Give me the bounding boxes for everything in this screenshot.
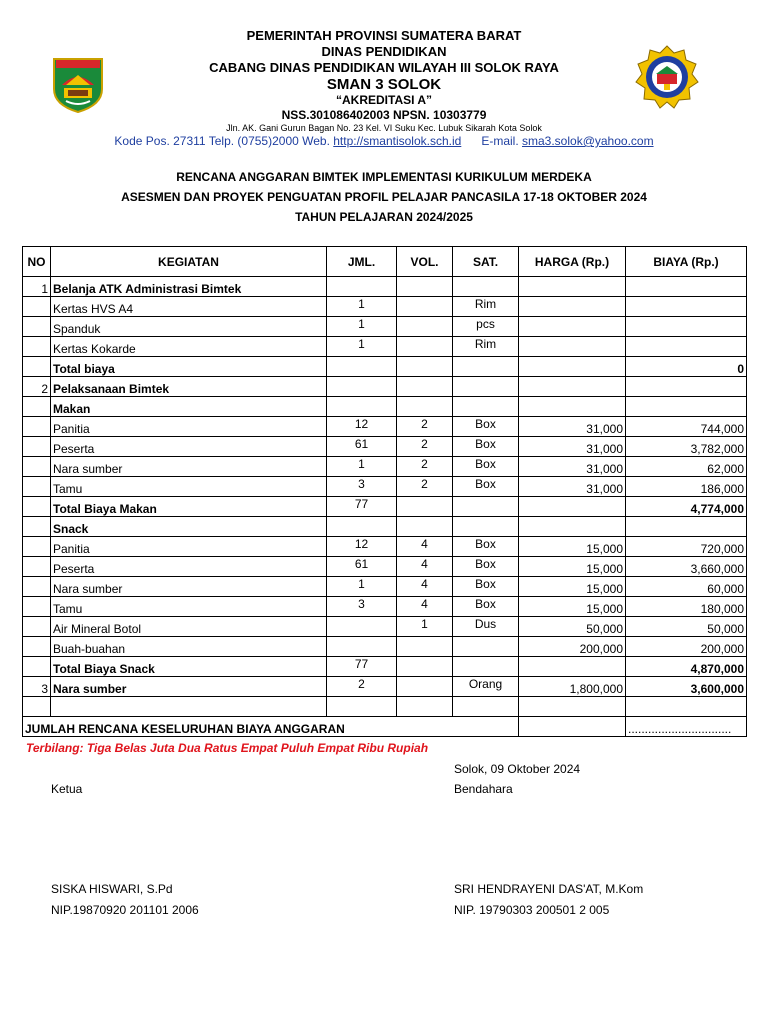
cell-kegiatan: Peserta — [51, 557, 327, 577]
header-kegiatan: KEGIATAN — [51, 247, 327, 277]
table-row — [23, 597, 747, 617]
cell-jml — [327, 697, 397, 717]
school-name: SMAN 3 SOLOK — [326, 76, 442, 93]
table-row — [23, 577, 747, 597]
cell-biaya: 744,000 — [626, 417, 747, 437]
cell-sat: Box — [453, 417, 519, 437]
letterhead-line-1: PEMERINTAH PROVINSI SUMATERA BARAT — [246, 28, 522, 43]
cell-kegiatan: Nara sumber — [51, 457, 327, 477]
cell-sat: Rim — [453, 297, 519, 317]
cell-sat — [453, 397, 519, 417]
document-title — [0, 170, 768, 230]
budget-table — [22, 246, 747, 737]
cell-harga — [519, 337, 626, 357]
table-row — [23, 437, 747, 457]
cell-no — [23, 297, 51, 317]
cell-vol — [397, 397, 453, 417]
cell-harga — [519, 697, 626, 717]
cell-kegiatan: Spanduk — [51, 317, 327, 337]
cell-no — [23, 597, 51, 617]
cell-biaya: 3,660,000 — [626, 557, 747, 577]
cell-biaya — [626, 377, 747, 397]
cell-kegiatan: Nara sumber — [51, 677, 327, 697]
cell-harga — [519, 317, 626, 337]
header-harga: HARGA (Rp.) — [519, 247, 626, 277]
cell-kegiatan: Tamu — [51, 597, 327, 617]
cell-no — [23, 517, 51, 537]
header-vol: VOL. — [397, 247, 453, 277]
cell-sat — [453, 497, 519, 517]
terbilang-text: Terbilang: Tiga Belas Juta Dua Ratus Empat Puluh Empat Ribu Rupiah — [26, 741, 429, 755]
cell-sat — [453, 277, 519, 297]
cell-kegiatan: Total Biaya Makan — [51, 497, 327, 517]
cell-jml: 3 — [327, 477, 397, 497]
contact-mid: E-mail. — [461, 134, 522, 148]
email-link[interactable]: sma3.solok@yahoo.com — [522, 134, 654, 148]
cell-kegiatan: Belanja ATK Administrasi Bimtek — [51, 277, 327, 297]
table-header-row — [23, 247, 747, 277]
cell-harga — [519, 657, 626, 677]
cell-sat: Box — [453, 437, 519, 457]
letterhead — [0, 28, 768, 148]
cell-biaya: 4,774,000 — [626, 497, 747, 517]
cell-no — [23, 457, 51, 477]
table-row — [23, 657, 747, 677]
cell-jml: 3 — [327, 597, 397, 617]
cell-sat: Box — [453, 557, 519, 577]
cell-vol — [397, 277, 453, 297]
table-row — [23, 537, 747, 557]
grand-total-value: ............................... — [626, 717, 747, 737]
cell-kegiatan: Total Biaya Snack — [51, 657, 327, 677]
table-row — [23, 617, 747, 637]
header-sat: SAT. — [453, 247, 519, 277]
cell-jml — [327, 397, 397, 417]
cell-sat: Box — [453, 577, 519, 597]
cell-vol — [397, 657, 453, 677]
cell-biaya — [626, 297, 747, 317]
cell-harga: 31,000 — [519, 437, 626, 457]
header-no: NO — [23, 247, 51, 277]
cell-sat: pcs — [453, 317, 519, 337]
cell-vol: 2 — [397, 477, 453, 497]
cell-vol — [397, 377, 453, 397]
table-row — [23, 557, 747, 577]
cell-biaya: 50,000 — [626, 617, 747, 637]
letterhead-line-3: CABANG DINAS PENDIDIKAN WILAYAH III SOLOK RAYA — [209, 60, 559, 75]
nss-npsn: NSS.301086402003 NPSN. 10303779 — [281, 108, 487, 122]
cell-jml: 1 — [327, 317, 397, 337]
cell-sat: Box — [453, 597, 519, 617]
cell-sat — [453, 517, 519, 537]
school-contact — [0, 134, 768, 148]
cell-harga — [519, 517, 626, 537]
cell-vol: 4 — [397, 577, 453, 597]
cell-harga — [519, 497, 626, 517]
cell-no — [23, 417, 51, 437]
table-row — [23, 497, 747, 517]
cell-jml: 1 — [327, 297, 397, 317]
cell-kegiatan: Snack — [51, 517, 327, 537]
left-signatory-role: Ketua — [51, 782, 83, 796]
cell-sat — [453, 637, 519, 657]
cell-kegiatan: Nara sumber — [51, 577, 327, 597]
header-biaya: BIAYA (Rp.) — [626, 247, 747, 277]
cell-biaya — [626, 337, 747, 357]
cell-jml: 1 — [327, 337, 397, 357]
cell-vol: 4 — [397, 597, 453, 617]
cell-sat — [453, 357, 519, 377]
table-row — [23, 317, 747, 337]
right-signatory-name: SRI HENDRAYENI DAS'AT, M.Kom — [454, 882, 644, 896]
cell-sat: Dus — [453, 617, 519, 637]
grand-total-row — [23, 717, 747, 737]
cell-sat — [453, 697, 519, 717]
left-signatory-nip: NIP.19870920 201101 2006 — [51, 903, 199, 917]
cell-no — [23, 697, 51, 717]
cell-no — [23, 577, 51, 597]
table-row — [23, 677, 747, 697]
cell-no — [23, 397, 51, 417]
cell-vol — [397, 317, 453, 337]
cell-kegiatan: Buah-buahan — [51, 637, 327, 657]
cell-kegiatan — [51, 697, 327, 717]
cell-biaya — [626, 317, 747, 337]
cell-biaya — [626, 517, 747, 537]
cell-no — [23, 637, 51, 657]
cell-kegiatan: Peserta — [51, 437, 327, 457]
cell-jml: 12 — [327, 417, 397, 437]
cell-no — [23, 537, 51, 557]
cell-sat: Box — [453, 457, 519, 477]
table-row — [23, 517, 747, 537]
cell-biaya: 62,000 — [626, 457, 747, 477]
cell-vol: 2 — [397, 437, 453, 457]
cell-no — [23, 557, 51, 577]
cell-jml: 61 — [327, 557, 397, 577]
cell-harga: 1,800,000 — [519, 677, 626, 697]
cell-sat: Orang — [453, 677, 519, 697]
letterhead-line-2: DINAS PENDIDIKAN — [321, 44, 447, 59]
title-line-3: TAHUN PELAJARAN 2024/2025 — [295, 210, 473, 224]
cell-harga: 15,000 — [519, 577, 626, 597]
website-link[interactable]: http://smantisolok.sch.id — [333, 134, 462, 148]
cell-harga — [519, 357, 626, 377]
cell-no — [23, 477, 51, 497]
grand-total-empty — [519, 717, 626, 737]
cell-jml: 12 — [327, 537, 397, 557]
cell-harga: 15,000 — [519, 537, 626, 557]
title-line-2: ASESMEN DAN PROYEK PENGUATAN PROFIL PELAJAR PANCASILA 17-18 OKTOBER 2024 — [121, 190, 647, 204]
cell-biaya — [626, 277, 747, 297]
left-signatory-name: SISKA HISWARI, S.Pd — [51, 882, 173, 896]
cell-no: 1 — [23, 277, 51, 297]
cell-harga: 15,000 — [519, 557, 626, 577]
cell-biaya: 60,000 — [626, 577, 747, 597]
cell-vol — [397, 297, 453, 317]
cell-no — [23, 657, 51, 677]
table-row — [23, 377, 747, 397]
cell-kegiatan: Kertas HVS A4 — [51, 297, 327, 317]
table-row — [23, 477, 747, 497]
cell-harga — [519, 277, 626, 297]
cell-harga — [519, 397, 626, 417]
cell-vol: 4 — [397, 537, 453, 557]
cell-jml — [327, 637, 397, 657]
cell-no — [23, 617, 51, 637]
cell-jml: 77 — [327, 497, 397, 517]
cell-biaya: 180,000 — [626, 597, 747, 617]
grand-total-label: JUMLAH RENCANA KESELURUHAN BIAYA ANGGARAN — [23, 717, 519, 737]
cell-sat: Box — [453, 537, 519, 557]
cell-vol — [397, 677, 453, 697]
table-row — [23, 297, 747, 317]
cell-biaya: 186,000 — [626, 477, 747, 497]
cell-kegiatan: Panitia — [51, 537, 327, 557]
table-row — [23, 697, 747, 717]
cell-biaya: 3,600,000 — [626, 677, 747, 697]
cell-no — [23, 497, 51, 517]
title-line-1: RENCANA ANGGARAN BIMTEK IMPLEMENTASI KURIKULUM MERDEKA — [176, 170, 592, 184]
cell-vol — [397, 697, 453, 717]
cell-biaya: 0 — [626, 357, 747, 377]
cell-kegiatan: Panitia — [51, 417, 327, 437]
contact-prefix: Kode Pos. 27311 Telp. (0755)2000 Web. — [114, 134, 334, 148]
cell-no — [23, 437, 51, 457]
cell-kegiatan: Tamu — [51, 477, 327, 497]
cell-biaya: 4,870,000 — [626, 657, 747, 677]
cell-harga: 31,000 — [519, 417, 626, 437]
cell-no — [23, 337, 51, 357]
place-date: Solok, 09 Oktober 2024 — [454, 762, 581, 776]
table-row — [23, 277, 747, 297]
cell-vol — [397, 357, 453, 377]
cell-vol — [397, 337, 453, 357]
cell-vol: 2 — [397, 457, 453, 477]
cell-kegiatan: Kertas Kokarde — [51, 337, 327, 357]
cell-jml — [327, 517, 397, 537]
cell-vol: 4 — [397, 557, 453, 577]
cell-vol — [397, 637, 453, 657]
cell-jml — [327, 377, 397, 397]
cell-sat — [453, 377, 519, 397]
cell-jml: 2 — [327, 677, 397, 697]
right-signatory-nip: NIP. 19790303 200501 2 005 — [454, 903, 610, 917]
right-signatory-role: Bendahara — [454, 782, 513, 796]
table-row — [23, 397, 747, 417]
cell-no — [23, 357, 51, 377]
table-row — [23, 417, 747, 437]
cell-kegiatan: Total biaya — [51, 357, 327, 377]
cell-vol — [397, 517, 453, 537]
cell-jml: 1 — [327, 457, 397, 477]
cell-no: 3 — [23, 677, 51, 697]
table-row — [23, 357, 747, 377]
table-row — [23, 337, 747, 357]
header-jml: JML. — [327, 247, 397, 277]
cell-biaya — [626, 697, 747, 717]
cell-biaya — [626, 397, 747, 417]
cell-harga: 31,000 — [519, 477, 626, 497]
cell-sat: Box — [453, 477, 519, 497]
cell-no: 2 — [23, 377, 51, 397]
cell-harga: 200,000 — [519, 637, 626, 657]
cell-biaya: 3,782,000 — [626, 437, 747, 457]
cell-jml: 1 — [327, 577, 397, 597]
accreditation: “AKREDITASI A” — [336, 93, 432, 107]
cell-biaya: 200,000 — [626, 637, 747, 657]
cell-vol: 2 — [397, 417, 453, 437]
cell-jml — [327, 617, 397, 637]
cell-harga: 15,000 — [519, 597, 626, 617]
cell-kegiatan: Pelaksanaan Bimtek — [51, 377, 327, 397]
cell-harga: 31,000 — [519, 457, 626, 477]
cell-jml: 77 — [327, 657, 397, 677]
cell-harga: 50,000 — [519, 617, 626, 637]
cell-harga — [519, 377, 626, 397]
school-address: Jln. AK. Gani Gurun Bagan No. 23 Kel. VI Suku Kec. Lubuk Sikarah Kota Solok — [226, 123, 542, 133]
cell-biaya: 720,000 — [626, 537, 747, 557]
table-row — [23, 457, 747, 477]
cell-harga — [519, 297, 626, 317]
cell-sat — [453, 657, 519, 677]
cell-kegiatan: Air Mineral Botol — [51, 617, 327, 637]
cell-jml — [327, 357, 397, 377]
cell-vol: 1 — [397, 617, 453, 637]
table-row — [23, 637, 747, 657]
cell-kegiatan: Makan — [51, 397, 327, 417]
cell-sat: Rim — [453, 337, 519, 357]
cell-jml — [327, 277, 397, 297]
cell-vol — [397, 497, 453, 517]
cell-jml: 61 — [327, 437, 397, 457]
cell-no — [23, 317, 51, 337]
